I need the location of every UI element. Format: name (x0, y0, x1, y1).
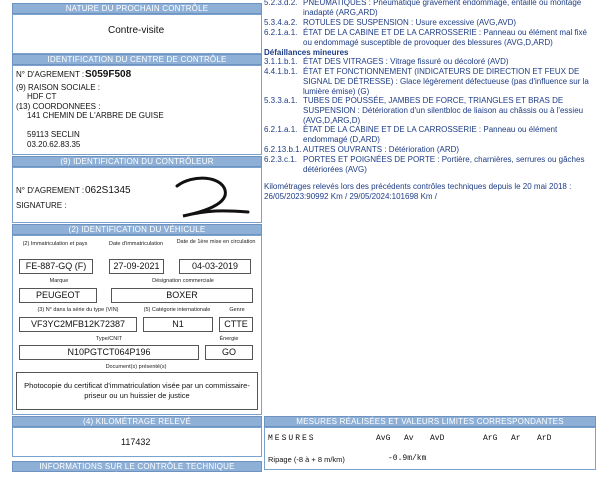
defect-item (264, 145, 596, 155)
defect-code: 6.2.3.c.1. (264, 155, 297, 164)
signature-scribble (163, 172, 258, 224)
measures-box (264, 427, 596, 470)
controleur-agrement-label: N° D'AGREMENT : (16, 186, 85, 195)
controleur-header: (9) IDENTIFICATION DU CONTRÔLEUR (12, 156, 262, 167)
defect-item (264, 96, 596, 125)
kilometrage-header: (4) KILOMÉTRAGE RELEVÉ (12, 416, 262, 427)
kilometrage-value: 117432 (121, 437, 151, 447)
controleur-box (12, 167, 262, 223)
centre-city: 59113 SECLIN (27, 130, 80, 139)
documents-value: Photocopie du certificat d'immatriculation visée par un commissaire-priseur ou un huissier de justice (16, 372, 258, 410)
defect-code: 5.3.3.a.1. (264, 96, 298, 105)
defect-text: PNEUMATIQUES : Pneumatique gravement endommagé, entaillé ou montage inadapté (ARG,ARD) (303, 0, 582, 17)
defect-code: 3.1.1.b.1. (264, 57, 298, 66)
col-ar: Ar (511, 434, 521, 443)
col-av: Av (404, 434, 414, 443)
marque-value: PEUGEOT (19, 288, 97, 303)
controleur-agrement-value: 062S1345 (85, 185, 131, 196)
type-value: N10PGTCT064P196 (19, 345, 199, 360)
defect-code: 6.2.1.a.1. (264, 125, 298, 134)
vin-value: VF3YC2MFB12K72387 (19, 317, 137, 332)
immat-label: (2) Immatriculation et pays (22, 241, 88, 247)
defect-text: PORTES ET POIGNÉES DE PORTE : Portière, charnières, serrures ou gâches détériorées (AVG) (303, 155, 585, 174)
vehicule-header: (2) IDENTIFICATION DU VÉHICULE (12, 224, 262, 235)
designation-value: BOXER (111, 288, 253, 303)
centre-address: 141 CHEMIN DE L'ARBRE DE GUISE (27, 111, 164, 120)
defect-text: ÉTAT DES VITRAGES : Vitrage fissuré ou décoloré (AVD) (303, 57, 509, 66)
defect-code: 4.4.1.b.1. (264, 67, 298, 76)
col-avg: AvG (376, 434, 391, 443)
minor-header: Défaillances mineures (264, 48, 349, 57)
energie-label: Énergie (219, 336, 239, 342)
ripage-value: -0.9m/km (388, 454, 427, 463)
defect-text: ROTULES DE SUSPENSION : Usure excessive (AVG,AVD) (303, 18, 517, 27)
coord-label: (13) COORDONNEES : (16, 102, 101, 111)
defect-text: AUTRES OUVRANTS : Détérioration (ARD) (303, 145, 460, 154)
ripage-label: Ripage (-8 à + 8 m/km) (268, 455, 345, 464)
date-first-value: 04-03-2019 (179, 259, 251, 274)
energie-value: GO (205, 345, 253, 360)
raison-label: (9) RAISON SOCIALE : (16, 83, 101, 92)
signature-label: SIGNATURE : (16, 201, 67, 210)
defects-list (264, 0, 596, 204)
documents-label: Document(s) présenté(s) (105, 364, 167, 370)
raison-value: HDF CT (27, 92, 57, 101)
defect-text: TUBES DE POUSSÉE, JAMBES DE FORCE, TRIANGLES ET BRAS DE SUSPENSION : Détérioration d'un silentbloc de liaison au châssis ou à l'essieu (AVG,D,ARG,D) (303, 96, 584, 125)
defect-code: 5.2.3.d.2. (264, 0, 298, 7)
km-note: Kilométrages relevés lors des précédents contrôles techniques depuis le 20 mai 2018 : 26/05/2023:90992 Km / 29/05/2024:101698 Km / (264, 182, 572, 201)
defect-code: 6.2.1.a.1. (264, 28, 298, 37)
defect-text: ÉTAT DE LA CABINE ET DE LA CARROSSERIE : Panneau ou élément mal fixé ou endommagé susceptible de provoquer des blessures (AVG,D,ARD) (303, 28, 587, 47)
categorie-value: N1 (143, 317, 213, 332)
centre-phone: 03.20.62.83.35 (27, 140, 81, 149)
next-control-value: Contre-visite (108, 25, 165, 36)
defect-text: ÉTAT ET FONCTIONNEMENT (INDICATEURS DE DIRECTION ET FEUX DE SIGNAL DE DÉTRESSE) : Glace légèrement défectueuse (pas d'influence sur la lumière émise) (G) (303, 67, 589, 96)
genre-value: CTTE (219, 317, 253, 332)
col-arg: ArG (483, 434, 498, 443)
defect-code: 6.2.13.b.1. (264, 145, 302, 154)
defect-item (264, 18, 596, 28)
info-header: INFORMATIONS SUR LE CONTRÔLE TECHNIQUE DÉFAVORABLE (12, 461, 262, 472)
col-ard: ArD (537, 434, 552, 443)
date-first-label: Date de 1ère mise en circulation (176, 239, 256, 245)
defect-item (264, 0, 596, 17)
defect-item (264, 125, 596, 144)
immat-value: FE-887-GQ (F) (19, 259, 93, 274)
defect-item (264, 67, 596, 96)
centre-agrement-value: S059F508 (85, 69, 132, 80)
marque-label: Marque (49, 278, 69, 284)
centre-agrement-label: N° D'AGREMENT : (16, 70, 85, 79)
vin-label: (3) N° dans la série du type (VIN) (37, 307, 119, 313)
type-label: Type/CNIT (95, 336, 123, 342)
vehicule-box (12, 235, 262, 415)
date-immat-value: 27-09-2021 (109, 259, 164, 274)
col-avd: AvD (430, 434, 445, 443)
defect-text: ÉTAT DE LA CABINE ET DE LA CARROSSERIE : Panneau ou élément endommagé (D,ARD) (303, 125, 558, 144)
centre-header: IDENTIFICATION DU CENTRE DE CONTRÔLE (12, 54, 262, 65)
defect-item (264, 28, 596, 47)
measures-header: MESURES RÉALISÉES ET VALEURS LIMITES CORRESPONDANTES (264, 416, 596, 427)
measures-title: MESURES (268, 434, 316, 443)
categorie-label: (5) Catégorie internationale (143, 307, 211, 313)
kilometrage-box (12, 427, 262, 457)
next-control-header: NATURE DU PROCHAIN CONTRÔLE (12, 3, 262, 14)
defect-code: 5.3.4.a.2. (264, 18, 298, 27)
genre-label: Genre (229, 307, 245, 313)
next-control-box (12, 14, 262, 54)
defect-item (264, 57, 596, 67)
defect-item (264, 155, 596, 174)
designation-label: Désignation commerciale (152, 278, 214, 284)
date-immat-label: Date d'immatriculation (108, 241, 164, 247)
centre-box (12, 65, 262, 155)
